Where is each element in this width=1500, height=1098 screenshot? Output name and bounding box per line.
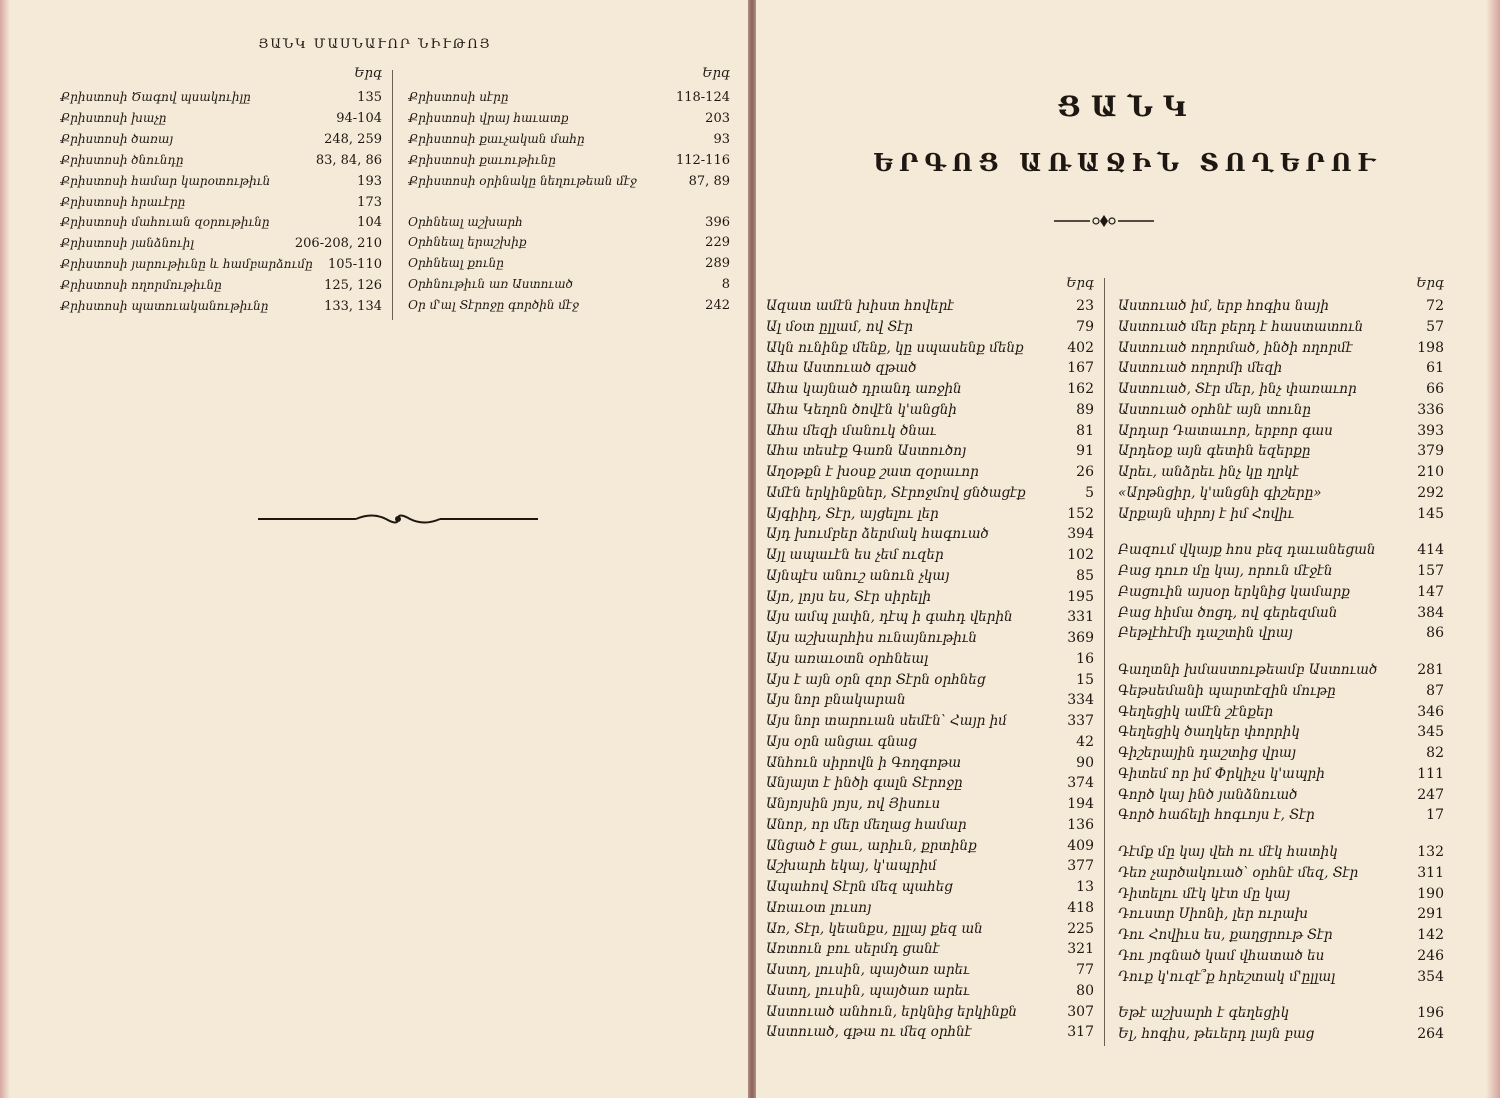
entry-page-number: 346	[1417, 703, 1444, 720]
entry-title: Բեթլէհէմի դաշտին վրայ	[1118, 625, 1293, 642]
entry-page-number: 83, 84, 86	[315, 152, 382, 168]
entry-page-number: 198	[1417, 339, 1444, 356]
index-entry	[60, 299, 382, 320]
entry-page-number: 16	[1076, 650, 1094, 667]
entry-title: Աստուած անհուն, երկնից երկինքն	[766, 1003, 1018, 1020]
entry-page-number: 377	[1067, 858, 1094, 875]
index-entry	[766, 672, 1094, 693]
entry-page-number: 246	[1417, 947, 1444, 964]
entry-page-number: 135	[357, 90, 382, 105]
entry-title: Անյայտ է ինծի գալն Տէրոջը	[766, 775, 963, 792]
entry-title: Դուստր Սիոնի, լեր ուրախ	[1118, 906, 1309, 923]
index-entry	[1118, 464, 1444, 485]
entry-page-number: 157	[1417, 563, 1444, 579]
index-entry	[766, 1004, 1094, 1025]
index-entry	[408, 153, 730, 174]
entry-page-number: 196	[1417, 1005, 1444, 1022]
entry-page-number: 87, 89	[688, 173, 730, 189]
entry-page-number: 132	[1417, 844, 1444, 860]
entry-title: Քրիստոսի հրաւէրը	[60, 194, 186, 209]
entry-title: Արքայն սիրոյ է իմ Հովիւ	[1118, 505, 1295, 522]
column-header: Երգ	[354, 66, 382, 81]
index-entry	[408, 174, 730, 195]
entry-title: Այս նոր տարուան սեմէն՝ Հայր իմ	[766, 713, 1007, 729]
index-entry	[1118, 506, 1444, 527]
entry-page-number: 374	[1067, 775, 1094, 792]
index-entry	[766, 609, 1094, 630]
entry-page-number: 173	[357, 194, 382, 210]
index-entry	[60, 153, 382, 174]
entry-title: Քրիստոսի յարութիւնը և համբարձումը	[60, 257, 313, 272]
index-entry	[1118, 443, 1444, 464]
index-entry	[1118, 1005, 1444, 1026]
entry-page-number: 393	[1417, 422, 1444, 439]
index-entry	[60, 195, 382, 216]
entry-title: Այո, լոյս ես, Տէր սիրելի	[766, 588, 932, 605]
entry-title: Ակն ունինք մենք, կը սպասենք մենք	[766, 339, 1024, 356]
index-entry	[1118, 906, 1444, 927]
entry-title: Աստուած ողորմած, ինծի ողորմէ	[1118, 339, 1353, 356]
entry-title: Աստուած, գթա ու մեզ օրհնէ	[766, 1024, 972, 1041]
entry-title: Արդեօք այն գետին եզերքը	[1118, 443, 1311, 460]
index-entry	[60, 174, 382, 195]
entry-page-number: 118-124	[675, 90, 730, 105]
index-entry	[1118, 886, 1444, 907]
entry-title: Ահա Աստուած զթած	[766, 360, 917, 377]
index-entry	[766, 443, 1094, 464]
entry-title: Քրիստոսի մահուան զօրութիւնը	[60, 215, 270, 230]
index-entry	[1118, 542, 1444, 563]
entry-title: Քրիստոսի քաւութիւնը	[408, 152, 556, 167]
entry-title: Այս աշխարհիս ունայնութիւն	[766, 630, 977, 646]
entry-page-number: 111	[1417, 765, 1444, 782]
entry-page-number: 8	[721, 277, 730, 293]
entry-title: Առաւօտ լուսոյ	[766, 899, 872, 916]
index-entry	[766, 651, 1094, 672]
index-entry	[1118, 298, 1444, 319]
entry-title: Բաց հիմա ծոցդ, ով գերեզման	[1118, 604, 1338, 621]
index-entry	[766, 817, 1094, 838]
entry-title: Աստղ, լուսին, պայծառ արեւ	[766, 962, 970, 978]
entry-page-number: 162	[1067, 381, 1094, 397]
entry-title: Այս է այն օրն զոր Տէրն օրհնեց	[766, 671, 986, 688]
entry-title: Քրիստոսի սէրը	[408, 90, 509, 104]
entry-page-number: 206-208, 210	[294, 236, 382, 252]
index-entry	[1118, 1026, 1444, 1047]
entry-title: Այնպէս անուշ անուն չկայ	[766, 567, 950, 584]
entry-page-number: 396	[705, 214, 730, 230]
entry-title: Ահա տեսէք Գառն Աստուծոյ	[766, 443, 967, 460]
entry-title: Աստուած իմ, երբ հոգիս նայի	[1118, 298, 1329, 314]
entry-title: Քրիստոսի ողորմութիւնը	[60, 278, 222, 293]
index-entry	[766, 962, 1094, 983]
index-entry	[766, 547, 1094, 568]
entry-title: Ամէն երկինքներ, Տէրոջմով ցնծացէք	[766, 484, 1026, 501]
column-divider	[392, 70, 393, 320]
entry-title: Գիշերային դաշտից վրայ	[1118, 745, 1296, 761]
index-entry	[408, 277, 730, 298]
index-entry	[766, 858, 1094, 879]
entry-page-number: 104	[357, 215, 382, 231]
index-entry	[1118, 724, 1444, 745]
entry-title: Ազատ ամէն խիստ հովերէ	[766, 298, 955, 314]
entry-page-number: 193	[357, 173, 382, 189]
entry-page-number: 79	[1076, 318, 1094, 335]
entry-title: Քրիստոսի պատուականութիւնը	[60, 299, 269, 313]
entry-page-number: 85	[1076, 567, 1094, 584]
entry-page-number: 112-116	[675, 152, 730, 168]
entry-title: Աստուած, Տէր մեր, ինչ փառաւոր	[1118, 381, 1357, 397]
entry-title: Այգիիդ, Տէր, այցելու լեր	[766, 505, 939, 522]
entry-page-number: 409	[1067, 837, 1094, 854]
entry-page-number: 145	[1417, 505, 1444, 522]
entry-page-number: 418	[1067, 899, 1094, 916]
entry-title: Քրիստոսի քաւչական մահը	[408, 131, 585, 146]
entry-page-number: 384	[1417, 604, 1444, 621]
entry-page-number: 26	[1076, 464, 1094, 480]
entry-title: Դիտելու մէկ կէտ մը կայ	[1118, 885, 1291, 902]
entry-page-number: 133, 134	[324, 299, 382, 314]
index-entry	[766, 381, 1094, 402]
entry-page-number: 369	[1067, 630, 1094, 646]
index-entry	[766, 423, 1094, 444]
entry-page-number: 147	[1417, 583, 1444, 600]
column-header: Երգ	[1416, 276, 1444, 291]
index-entry	[1118, 662, 1444, 683]
index-entry	[1118, 787, 1444, 808]
entry-title: Այլ ապաւէն ես չեմ ուզեր	[766, 547, 944, 563]
index-entry	[766, 796, 1094, 817]
index-entry	[766, 630, 1094, 651]
entry-title: Օրհնութիւն առ Աստուած	[408, 277, 573, 292]
entry-title: Այդ խումբեր ձերմակ հագուած	[766, 526, 989, 543]
entry-page-number: 394	[1067, 526, 1094, 543]
entry-page-number: 334	[1067, 692, 1094, 709]
entry-page-number: 321	[1067, 941, 1094, 958]
index-entry	[1118, 865, 1444, 886]
first-lines-column-2	[1118, 276, 1444, 1056]
entry-title: Գեղեցիկ ծաղկեր փորրիկ	[1118, 724, 1300, 741]
index-subtitle: ԵՐԳՈՑ ԱՌԱՋԻՆ ՏՈՂԵՐՈՒ	[873, 148, 1381, 177]
entry-page-number: 90	[1076, 754, 1094, 771]
column-header: Երգ	[1066, 276, 1094, 291]
entry-page-number: 152	[1067, 505, 1094, 522]
entry-page-number: 292	[1417, 484, 1444, 501]
index-entry	[60, 215, 382, 236]
ornament-divider-left	[256, 508, 540, 530]
index-entry	[60, 236, 382, 257]
index-entry	[1118, 807, 1444, 828]
index-entry	[1118, 319, 1444, 340]
entry-title: Անհուն սիրովն ի Գողգոթա	[766, 754, 962, 771]
entry-title: Դուք կ'ուզէ՞ք հրեշտակ մ'ըլլալ	[1118, 968, 1336, 985]
index-entry	[1118, 625, 1444, 646]
index-entry	[60, 90, 382, 111]
entry-title: Անոր, որ մեր մեղաց համար	[766, 816, 967, 833]
index-entry	[408, 298, 730, 319]
column-header: Երգ	[702, 66, 730, 81]
entry-page-number: 248, 259	[324, 131, 382, 147]
index-entry	[766, 775, 1094, 796]
entry-page-number: 291	[1417, 906, 1444, 923]
entry-page-number: 17	[1426, 807, 1444, 824]
entry-title: Անյոյսին յոյս, ով Յիսուս	[766, 796, 941, 812]
index-entry	[1118, 584, 1444, 605]
index-entry	[408, 90, 730, 111]
entry-page-number: 80	[1076, 982, 1094, 999]
entry-page-number: 77	[1076, 962, 1094, 978]
index-entry	[766, 838, 1094, 859]
entry-page-number: 105-110	[327, 257, 382, 273]
index-entry	[408, 235, 730, 256]
index-entry	[766, 734, 1094, 755]
entry-page-number: 94-104	[336, 110, 382, 126]
entry-title: Բաց դուռ մը կայ, որուն մէջէն	[1118, 563, 1333, 579]
entry-page-number: 89	[1076, 401, 1094, 418]
entry-title: Աշխարհ եկայ, կ'ապրիմ	[766, 858, 937, 875]
ornament-divider-right	[1052, 212, 1156, 230]
entry-title: Քրիստոսի Ծագով պսակուիլը	[60, 90, 251, 104]
entry-title: Քրիստոսի ծառայ	[60, 131, 174, 146]
entry-page-number: 86	[1426, 625, 1444, 642]
entry-title: Աստուած մեր բերդ է հաստատուն	[1118, 318, 1364, 335]
index-entry	[1118, 340, 1444, 361]
entry-title: «Արթնցիր, կ'անցնի գիշերը»	[1118, 484, 1322, 501]
index-entry	[1118, 360, 1444, 381]
entry-page-number: 42	[1076, 733, 1094, 750]
index-entry	[766, 692, 1094, 713]
first-lines-column-1	[766, 276, 1094, 1056]
entry-title: Ել, հոգիս, թեւերդ լայն բաց	[1118, 1026, 1315, 1042]
entry-title: Օրհնեալ քունը	[408, 256, 504, 271]
index-entry	[1118, 423, 1444, 444]
entry-page-number: 190	[1417, 885, 1444, 902]
entry-title: Քրիստոսի յանձնուիլ	[60, 236, 195, 251]
left-page-title: ՅԱՆԿ ՄԱՍՆԱՒՈՐ ՆԻՒԹՈՅ	[258, 37, 492, 52]
entry-title: Քրիստոսի համար կարօտութիւն	[60, 173, 271, 188]
entry-title: Առտուն բու սերմդ ցանէ	[766, 941, 940, 958]
entry-page-number: 66	[1426, 381, 1444, 397]
entry-page-number: 331	[1067, 609, 1094, 626]
index-entry	[1118, 844, 1444, 865]
entry-title: Անցած է ցաւ, արիւն, քրտինք	[766, 837, 977, 854]
entry-page-number: 5	[1085, 484, 1094, 501]
entry-title: Աստուած ողորմի մեզի	[1118, 360, 1283, 377]
index-entry	[1118, 563, 1444, 584]
entry-title: Եթէ աշխարհ է գեղեցիկ	[1118, 1005, 1290, 1022]
index-entry	[766, 360, 1094, 381]
index-entry	[408, 132, 730, 153]
index-entry	[1118, 683, 1444, 704]
index-entry	[766, 589, 1094, 610]
index-entry	[766, 1024, 1094, 1045]
entry-page-number: 414	[1417, 542, 1444, 559]
index-entry	[1118, 381, 1444, 402]
index-entry	[766, 526, 1094, 547]
entry-title: Այս առաւօտն օրհնեալ	[766, 650, 929, 667]
entry-page-number: 195	[1067, 588, 1094, 605]
entry-page-number: 289	[705, 256, 730, 272]
entry-title: Դեռ չարծակուած՝ օրհնէ մեզ, Տէր	[1118, 864, 1359, 881]
entry-title: Աղօթքն է խօսք շատ զօրաւոր	[766, 464, 979, 480]
entry-page-number: 345	[1417, 724, 1444, 741]
index-entry	[766, 340, 1094, 361]
index-entry	[1118, 927, 1444, 948]
entry-page-number: 281	[1417, 662, 1444, 678]
entry-title: Դու յոգնած կամ վհատած ես	[1118, 947, 1325, 964]
entry-page-number: 15	[1076, 671, 1094, 688]
entry-page-number: 23	[1076, 298, 1094, 314]
index-entry	[1118, 969, 1444, 990]
entry-page-number: 354	[1417, 968, 1444, 985]
entry-title: Այս ամպ լափն, դէպ ի գահդ վերին	[766, 609, 1013, 626]
index-entry	[766, 921, 1094, 942]
entry-title: Ահա մեզի մանուկ ծնաւ	[766, 422, 937, 439]
index-entry	[766, 983, 1094, 1004]
entry-page-number: 82	[1426, 745, 1444, 761]
index-entry	[60, 257, 382, 278]
entry-page-number: 337	[1067, 713, 1094, 729]
index-entry	[766, 568, 1094, 589]
entry-page-number: 81	[1076, 422, 1094, 439]
index-entry	[1118, 745, 1444, 766]
entry-title: Գաղտնի խմաստութեամբ Աստուած	[1118, 662, 1378, 678]
entry-page-number: 242	[705, 298, 730, 314]
index-entry	[766, 298, 1094, 319]
entry-title: Արեւ, անձրեւ ինչ կը ղրկէ	[1118, 464, 1300, 480]
entry-page-number: 307	[1067, 1003, 1094, 1020]
entry-page-number: 102	[1067, 547, 1094, 563]
entry-title: Այս նոր բնակարան	[766, 692, 906, 709]
entry-title: Արդար Դատաւոր, երբոր գաս	[1118, 422, 1333, 439]
entry-title: Ապահով Տէրն մեզ պահեց	[766, 879, 953, 895]
entry-page-number: 125, 126	[324, 278, 382, 294]
entry-title: Առ, Տէր, կեանքս, ըլլայ քեզ ան	[766, 920, 983, 937]
entry-page-number: 336	[1417, 401, 1444, 418]
entry-page-number: 167	[1067, 360, 1094, 377]
index-entry	[1118, 766, 1444, 787]
entry-page-number: 229	[705, 235, 730, 251]
entry-page-number: 142	[1417, 927, 1444, 943]
index-entry	[766, 506, 1094, 527]
entry-title: Օրհնեալ աշխարհ	[408, 214, 523, 229]
entry-page-number: 61	[1426, 360, 1444, 377]
entry-page-number: 136	[1067, 816, 1094, 833]
index-entry	[766, 879, 1094, 900]
entry-title: Օր մ'ալ Տէրոջը գործին մէջ	[408, 298, 579, 313]
entry-page-number: 225	[1067, 920, 1094, 937]
index-entry	[766, 464, 1094, 485]
column-divider	[1104, 278, 1105, 1046]
index-entry	[766, 755, 1094, 776]
index-entry	[766, 319, 1094, 340]
index-entry	[408, 256, 730, 277]
entry-title: Աստղ, լուսին, պայծառ արեւ	[766, 982, 970, 999]
index-entry	[1118, 948, 1444, 969]
left-index-column-1	[60, 64, 382, 324]
entry-title: Օրհնեալ երաշխիք	[408, 235, 527, 250]
entry-page-number: 203	[705, 110, 730, 126]
entry-title: Քրիստոսի օրինակը նեղութեան մէջ	[408, 173, 637, 188]
entry-page-number: 210	[1417, 464, 1444, 480]
index-entry	[60, 278, 382, 299]
entry-page-number: 264	[1417, 1026, 1444, 1042]
entry-page-number: 402	[1067, 339, 1094, 356]
entry-title: Ալ մօտ ըլլամ, ով Տէր	[766, 318, 914, 335]
entry-page-number: 93	[713, 131, 730, 147]
entry-page-number: 194	[1067, 796, 1094, 812]
entry-title: Դէմք մը կայ վեհ ու մէկ հատիկ	[1118, 844, 1338, 860]
left-index-column-2	[408, 64, 730, 324]
entry-page-number: 13	[1076, 879, 1094, 895]
entry-title: Քրիստոսի խաչը	[60, 110, 167, 125]
entry-title: Գործ կայ ինծ յանձնուած	[1118, 786, 1298, 803]
index-entry	[766, 485, 1094, 506]
index-entry	[766, 713, 1094, 734]
entry-page-number: 317	[1067, 1024, 1094, 1041]
entry-title: Քրիստոսի ծնունդը	[60, 152, 184, 167]
index-entry	[60, 132, 382, 153]
entry-page-number: 247	[1417, 786, 1444, 803]
entry-title: Բացուին այսօր երկնից կամարք	[1118, 583, 1350, 600]
index-entry	[1118, 605, 1444, 626]
entry-page-number: 379	[1417, 443, 1444, 460]
entry-title: Գեթսեմանի պարտէզին մութը	[1118, 682, 1336, 699]
entry-title: Ահա Կեղոն ծովէն կ'անցնի	[766, 401, 957, 418]
index-entry	[766, 402, 1094, 423]
entry-page-number: 72	[1426, 298, 1444, 314]
entry-page-number: 311	[1417, 864, 1444, 881]
entry-title: Գործ հաճելի հոգւոյս է, Տէր	[1118, 807, 1315, 824]
entry-page-number: 87	[1426, 682, 1444, 699]
index-entry	[766, 941, 1094, 962]
entry-title: Աստուած օրհնէ այն տունը	[1118, 401, 1311, 418]
index-title: ՑԱՆԿ	[1057, 90, 1197, 123]
index-entry	[1118, 485, 1444, 506]
entry-title: Ահա կայնած դրանդ առջին	[766, 381, 962, 397]
index-entry	[766, 900, 1094, 921]
entry-page-number: 91	[1076, 443, 1094, 460]
entry-title: Քրիստոսի վրայ հաւատք	[408, 110, 569, 125]
index-entry	[408, 215, 730, 236]
index-entry	[1118, 704, 1444, 725]
entry-title: Դու Հովիւս ես, քաղցրութ Տէր	[1118, 927, 1333, 943]
index-entry	[60, 111, 382, 132]
index-entry	[1118, 402, 1444, 423]
entry-title: Այս օրն անցաւ գնաց	[766, 733, 918, 750]
entry-page-number: 57	[1426, 318, 1444, 335]
entry-title: Գեղեցիկ ամէն շէնքեր	[1118, 703, 1274, 720]
entry-title: Գիտեմ որ իմ Փրկիչս կ'ապրի	[1118, 765, 1325, 782]
entry-title: Բազում վկայք հոս բեզ դաւանեցան	[1118, 542, 1376, 559]
index-entry	[408, 111, 730, 132]
